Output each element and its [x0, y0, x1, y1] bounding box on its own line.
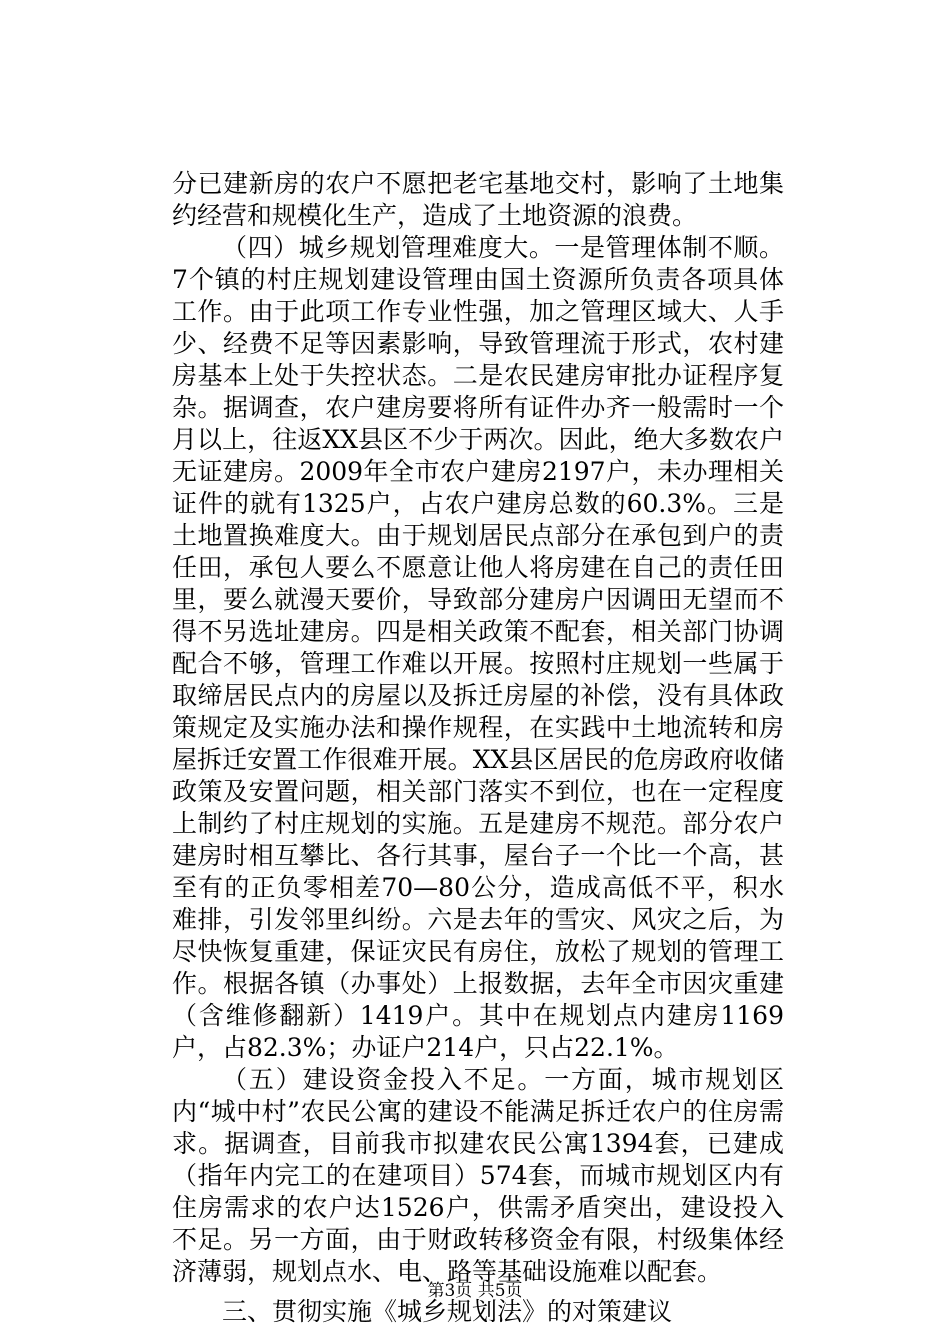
section-heading: 三、贯彻实施《城乡规划法》的对策建议 — [222, 1297, 673, 1326]
paragraph-continuation: 分已建新房的农户不愿把老宅基地交村，影响了土地集约经营和规模化生产，造成了土地资源的浪费。 — [172, 169, 784, 230]
page-number-footer: 第3页 共5页 — [427, 1281, 523, 1301]
paragraph-section-4: （四）城乡规划管理难度大。一是管理体制不顺。7个镇的村庄规划建设管理由国土资源所负责各项具体工作。由于此项工作专业性强，加之管理区域大、人手少、经费不足等因素影响，导致管理流于形式，农村建房基本上处于失控状态。二是农民建房审批办证程序复杂。据调查，农户建房要将所有证件办齐一般需时一个月以上，往返XX县区不少于两次。因此，绝大多数农户无证建房。2009年全市农户建房2197户，未办理相关证件的就有1325户，占农户建房总数的60.3%。三是土地置换难度大。由于规划居民点部分在承包到户的责任田，承包人要么不愿意让他人将房建在自己的责任田里，要么就漫天要价，导致部分建房户因调田无望而不得不另选址建房。四是相关政策不配套，相关部门协调配合不够，管理工作难以开展。按照村庄规划一些属于取缔居民点内的房屋以及拆迁房屋的补偿，没有具体政策规定及实施办法和操作规程，在实践中土地流转和房屋拆迁安置工作很难开展。XX县区居民的危房政府收储政策及安置问题，相关部门落实不到位，也在一定程度上制约了村庄规划的实施。五是建房不规范。部分农户建房时相互攀比、各行其事，屋台子一个比一个高，甚至有的正负零相差70—80公分，造成高低不平，积水难排，引发邻里纠纷。六是去年的雪灾、风灾之后，为尽快恢复重建，保证灾民有房住，放松了规划的管理工作。根据各镇（办事处）上报数据，去年全市因灾重建（含维修翻新）1419户。其中在规划点内建房1169户，占82.3%；办证户214户，只占22.1%。 — [172, 233, 784, 1062]
document-body — [172, 168, 784, 1328]
paragraph-section-5: （五）建设资金投入不足。一方面，城市规划区内“城中村”农民公寓的建设不能满足拆迁农户的住房需求。据调查，目前我市拟建农民公寓1394套，已建成（指年内完工的在建项目）574套，而城市规划区内有住房需求的农户达1526户，供需矛盾突出，建设投入不足。另一方面，由于财政转移资金有限，村级集体经济薄弱，规划点水、电、路等基础设施难以配套。 — [172, 1065, 784, 1286]
